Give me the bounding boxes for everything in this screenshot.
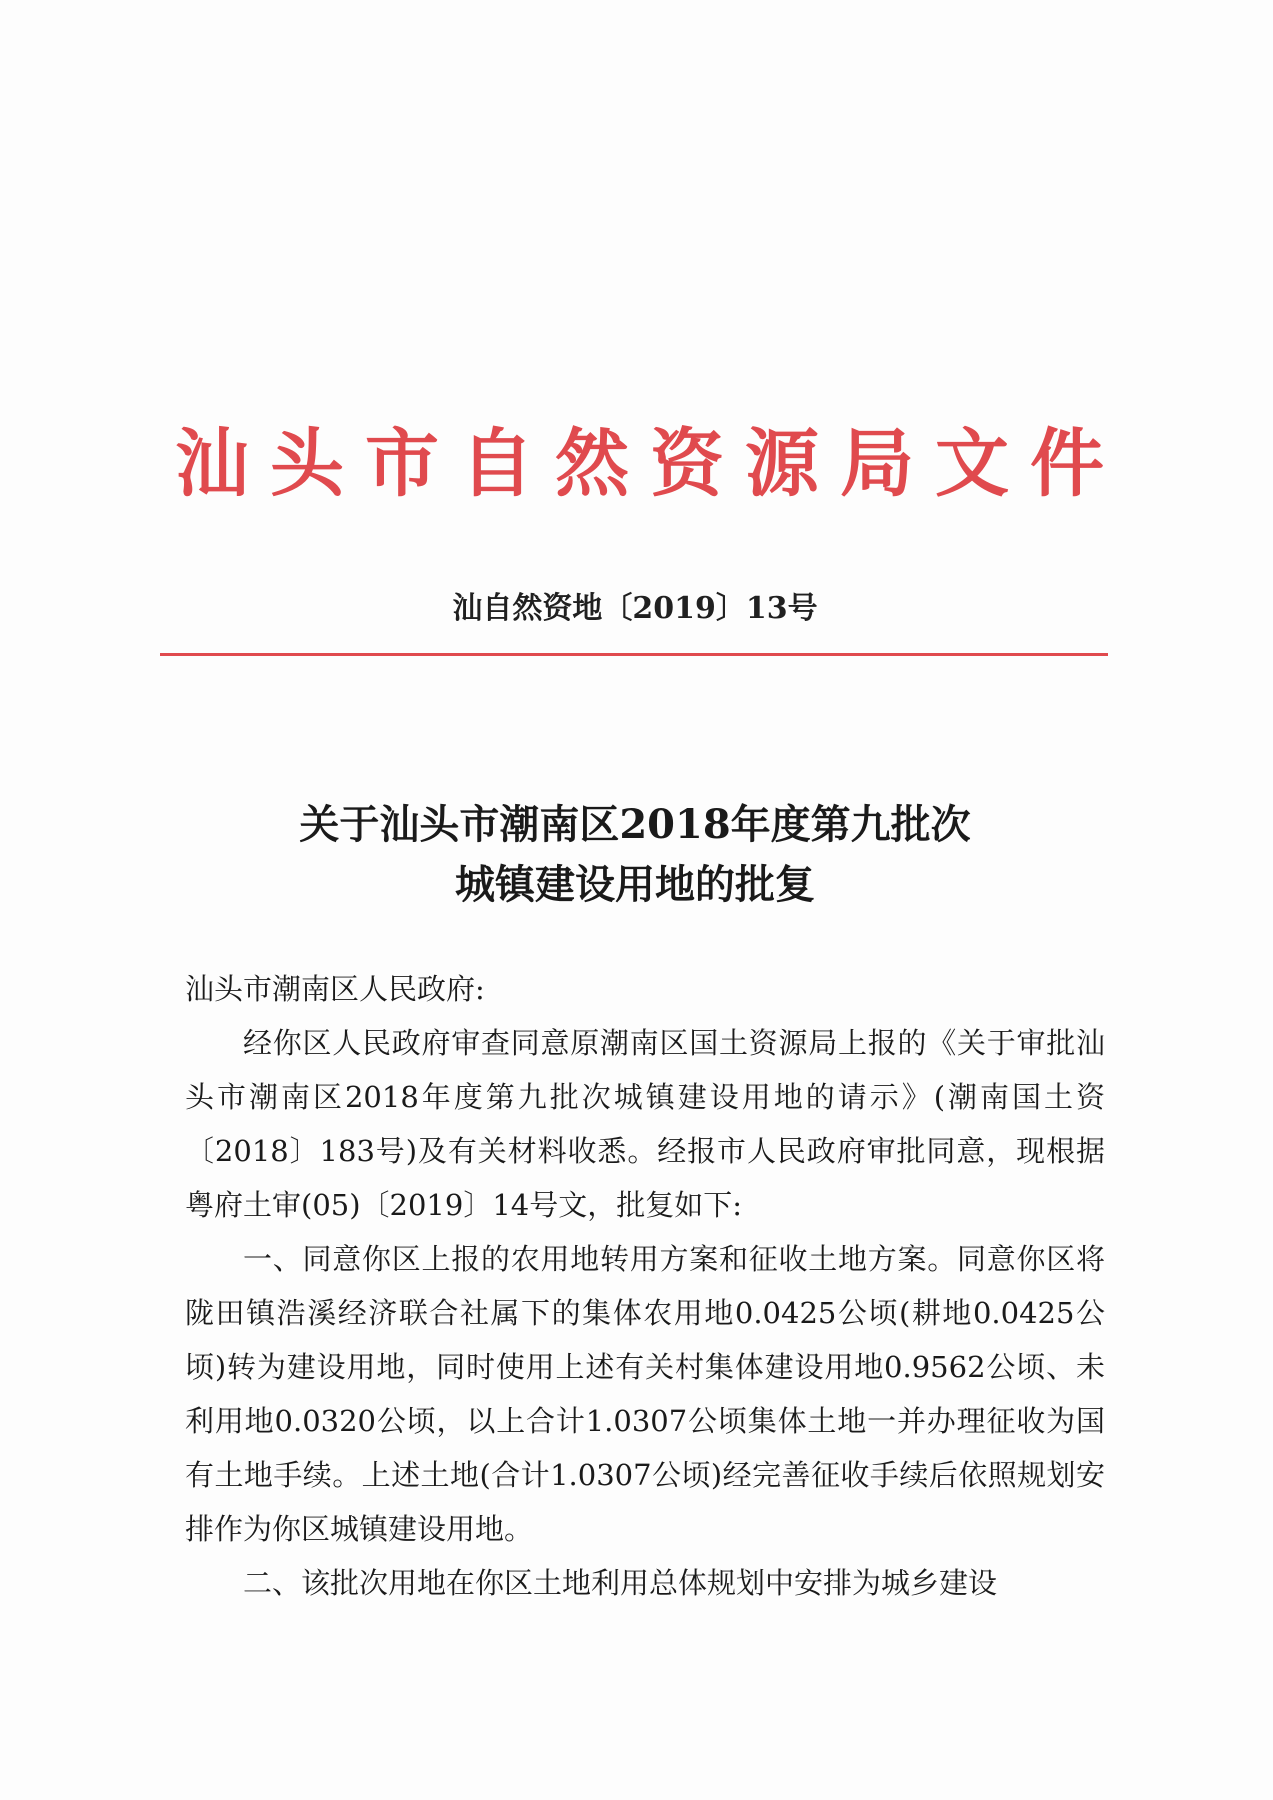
red-divider: [160, 653, 1108, 656]
document-number: 汕自然资地〔2019〕13号: [452, 591, 818, 626]
salutation: 汕头市潮南区人民政府:: [185, 972, 485, 1006]
paragraph-3: 二、该批次用地在你区土地利用总体规划中安排为城乡建设: [243, 1566, 998, 1600]
title-line-2: 城镇建设用地的批复: [455, 861, 815, 908]
document-body: [185, 962, 1105, 1610]
title-line-1: 关于汕头市潮南区2018年度第九批次: [299, 801, 971, 848]
paragraph-2: 一、同意你区上报的农用地转用方案和征收土地方案。同意你区将陇田镇浩溪经济联合社属下的集体农用地0.0425公顷(耕地0.0425公顷)转为建设用地，同时使用上述有关村集体建设用地0.9562公顷、未利用地0.0320公顷，以上合计1.0307公顷集体土地一并办理征收为国有土地手续。上述土地(合计1.0307公顷)经完善征收手续后依照规划安排作为你区城镇建设用地。: [185, 1242, 1105, 1546]
document-title: [160, 795, 1110, 915]
issuer-header: 汕头市自然资源局文件: [175, 421, 1125, 507]
paragraph-1: 经你区人民政府审查同意原潮南区国土资源局上报的《关于审批汕头市潮南区2018年度第九批次城镇建设用地的请示》(潮南国土资〔2018〕183号)及有关材料收悉。经报市人民政府审批同意，现根据粤府土审(05)〔2019〕14号文，批复如下:: [185, 1026, 1105, 1222]
